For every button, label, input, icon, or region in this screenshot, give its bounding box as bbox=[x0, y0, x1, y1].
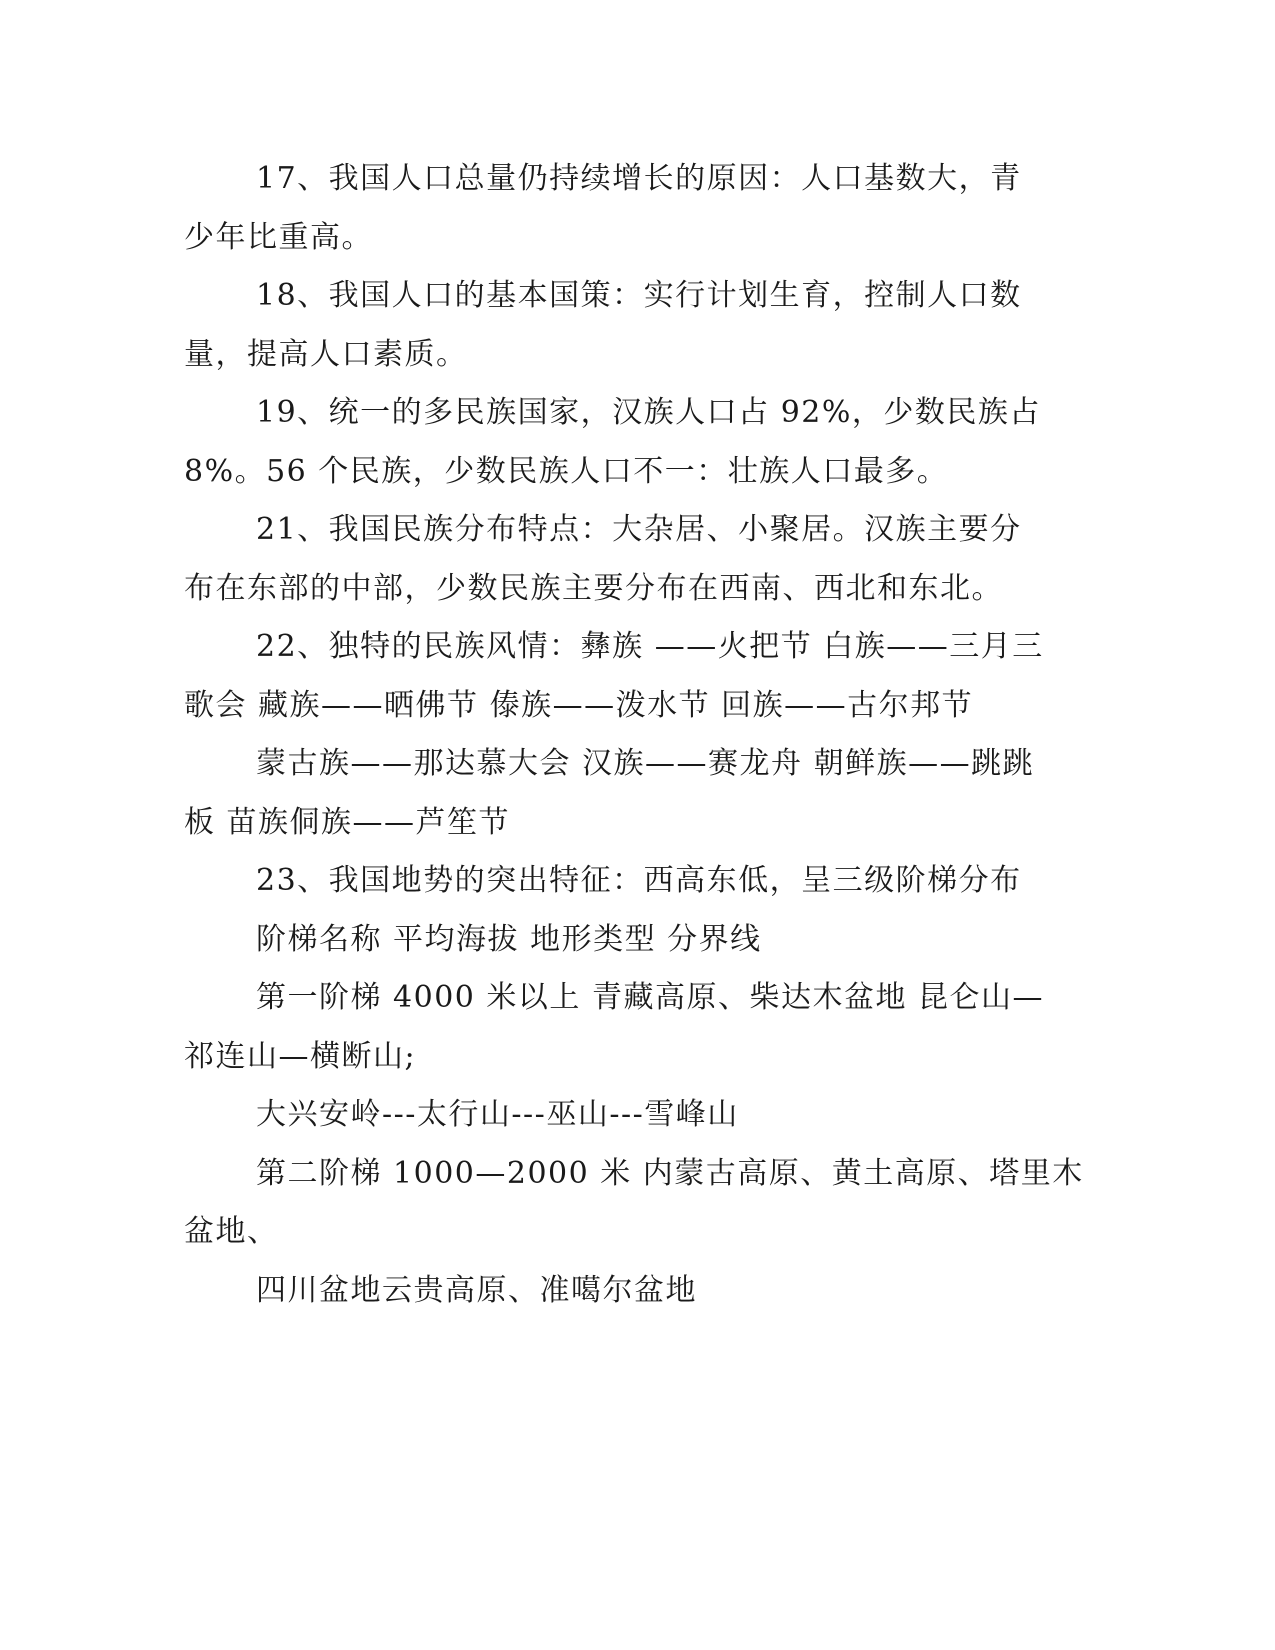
text-line: 蒙古族——那达慕大会 汉族——赛龙舟 朝鲜族——跳跳 bbox=[256, 746, 1035, 781]
text-line: 少年比重高。 bbox=[184, 219, 373, 255]
text-line: 盆地、 bbox=[184, 1214, 279, 1249]
text-line: 21、我国民族分布特点：大杂居、小聚居。汉族主要分 bbox=[256, 512, 1022, 547]
text-line: 23、我国地势的突出特征：西高东低，呈三级阶梯分布 bbox=[256, 863, 1022, 898]
text-line: 布在东部的中部，少数民族主要分布在西南、西北和东北。 bbox=[184, 570, 1003, 606]
text-line: 8%。56 个民族，少数民族人口不一：壮族人口最多。 bbox=[184, 453, 949, 489]
text-line: 祁连山—横断山; bbox=[184, 1038, 417, 1074]
text-line: 大兴安岭---太行山---巫山---雪峰山 bbox=[256, 1097, 739, 1132]
text-line: 17、我国人口总量仍持续增长的原因：人口基数大，青 bbox=[256, 161, 1022, 196]
text-line: 18、我国人口的基本国策：实行计划生育，控制人口数 bbox=[256, 278, 1022, 313]
text-line: 板 苗族侗族——芦笙节 bbox=[184, 804, 511, 840]
text-line: 阶梯名称 平均海拔 地形类型 分界线 bbox=[256, 921, 762, 957]
text-line: 22、独特的民族风情：彝族 ——火把节 白族——三月三 bbox=[256, 629, 1044, 664]
text-line: 19、统一的多民族国家，汉族人口占 92%，少数民族占 bbox=[256, 395, 1041, 430]
text-line: 第二阶梯 1000—2000 米 内蒙古高原、黄土高原、塔里木 bbox=[256, 1155, 1084, 1191]
text-line: 第一阶梯 4000 米以上 青藏高原、柴达木盆地 昆仑山— bbox=[256, 980, 1044, 1015]
text-line: 歌会 藏族——晒佛节 傣族——泼水节 回族——古尔邦节 bbox=[184, 687, 974, 723]
text-line: 量，提高人口素质。 bbox=[184, 336, 468, 372]
text-line: 四川盆地云贵高原、准噶尔盆地 bbox=[256, 1272, 697, 1308]
document-body bbox=[184, 150, 1084, 1320]
